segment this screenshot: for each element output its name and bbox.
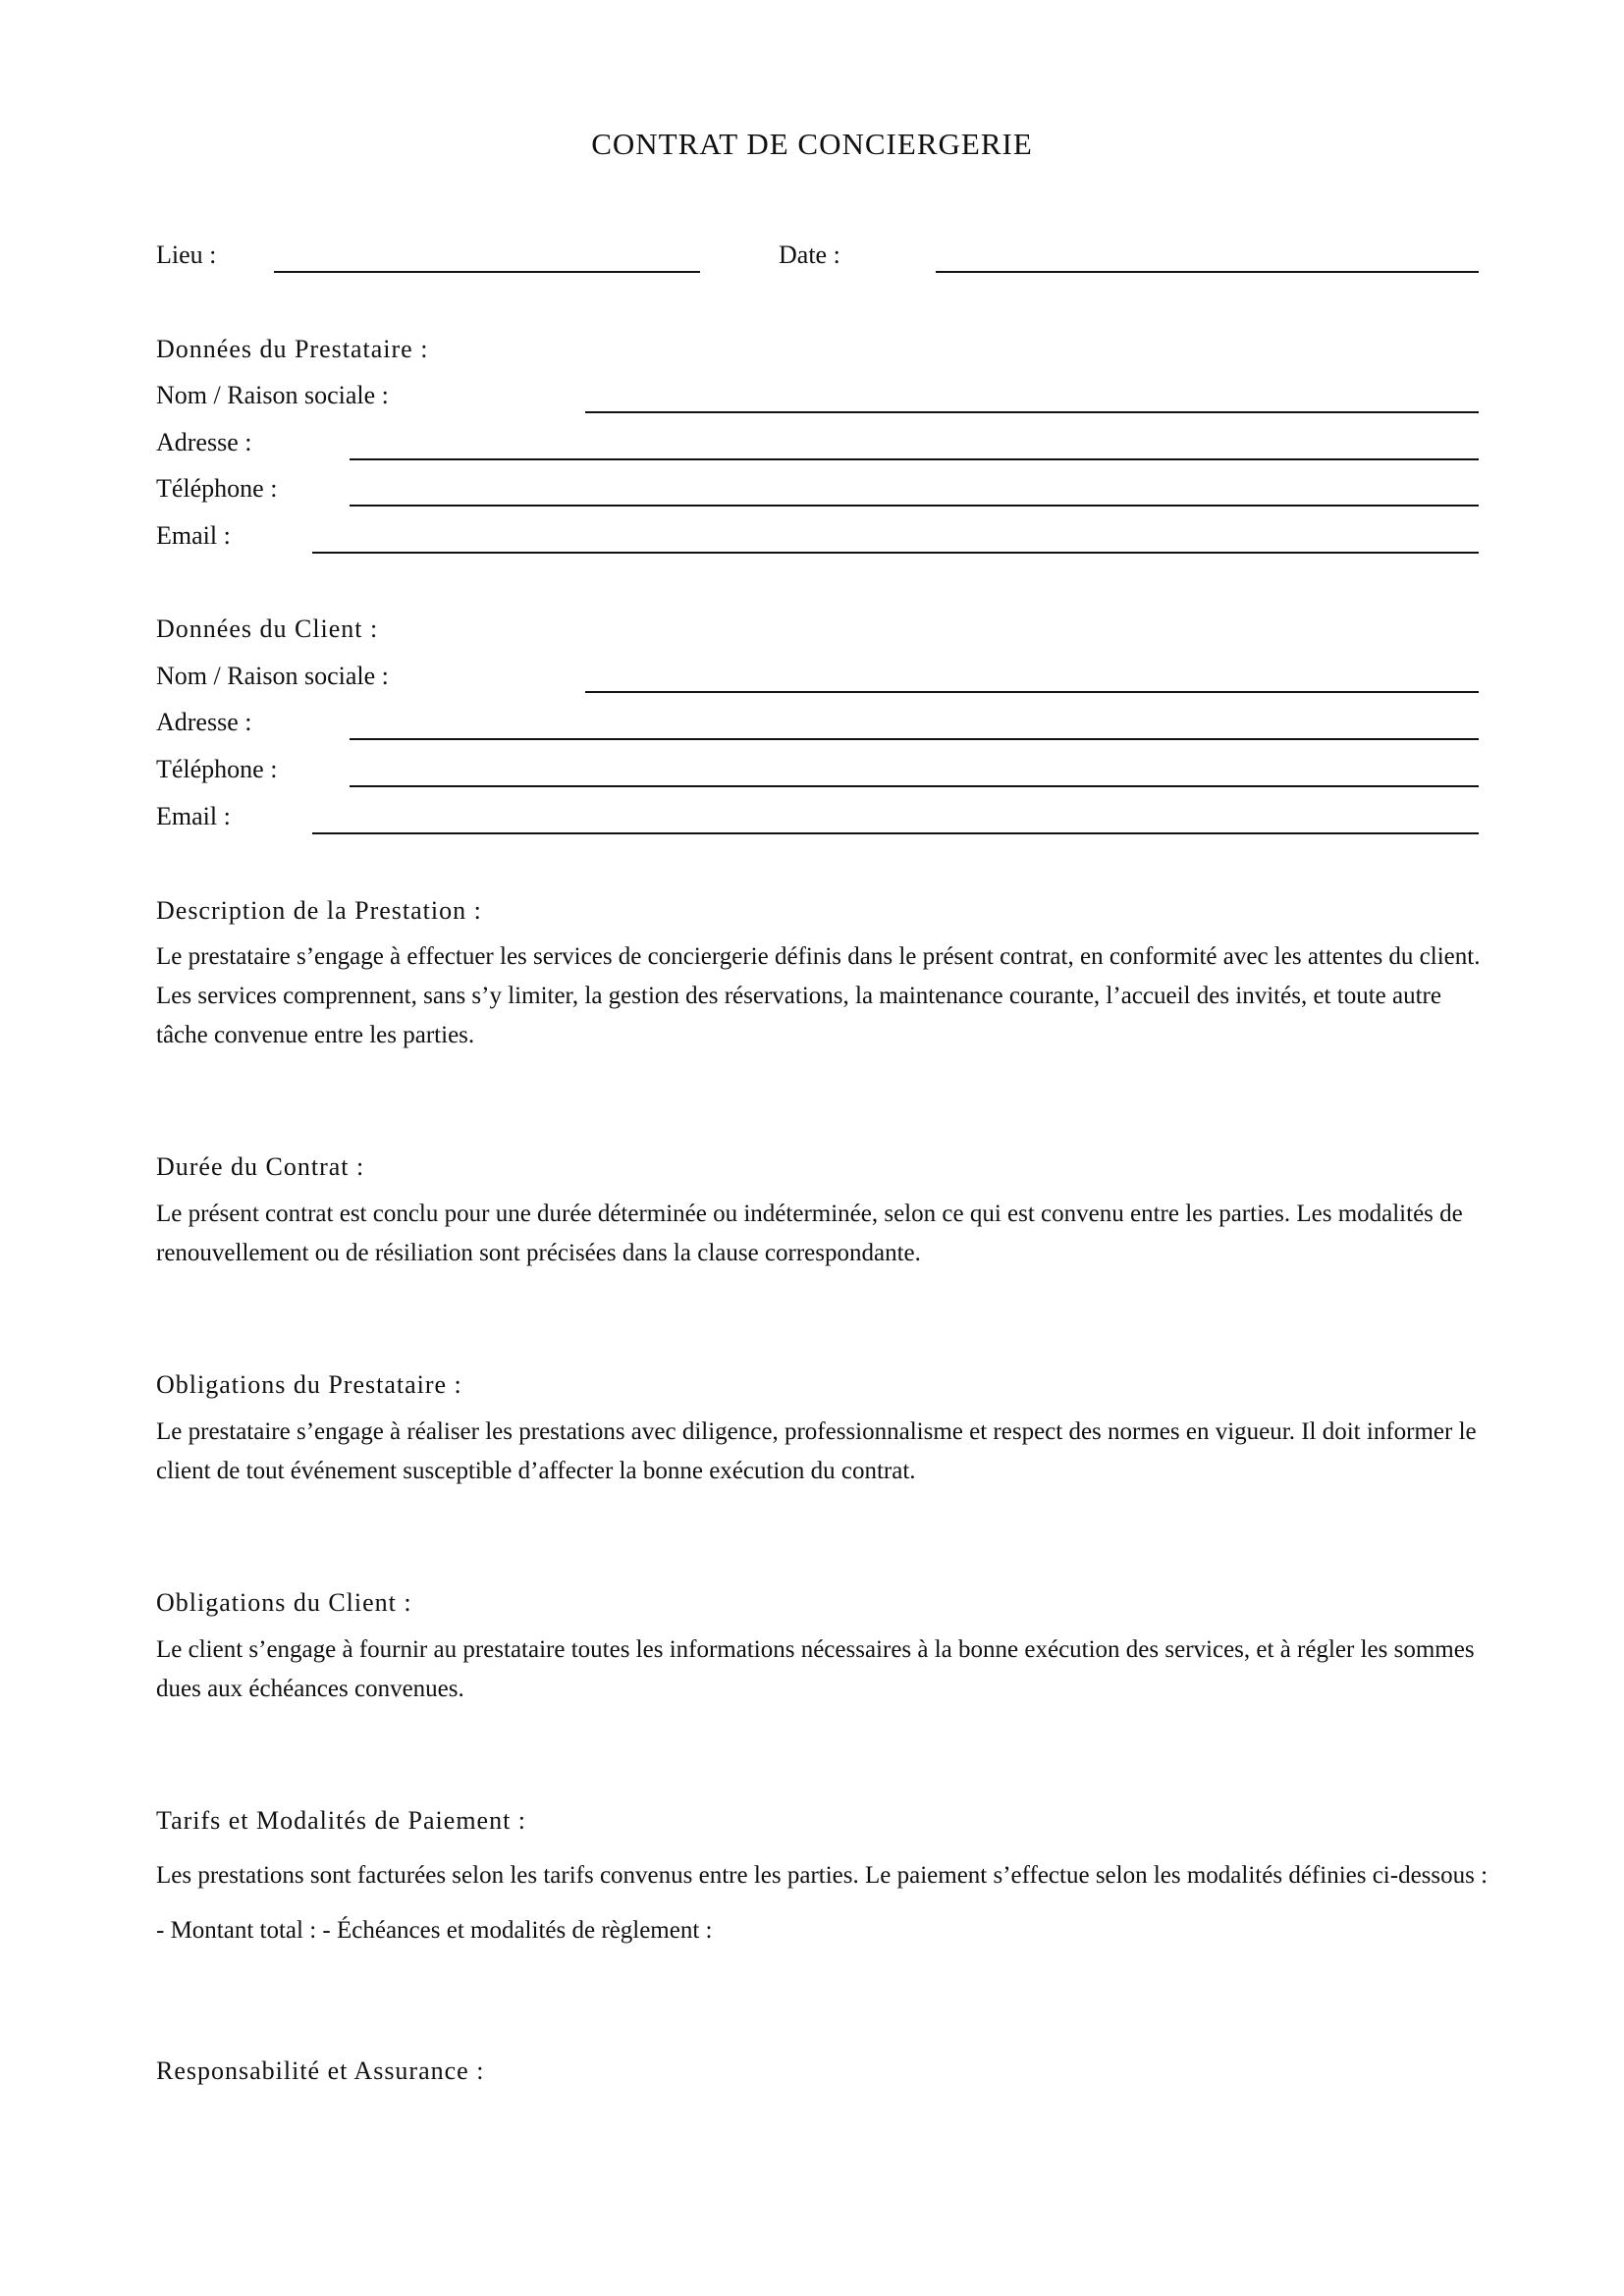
responsabilite-heading: Responsabilité et Assurance : [156, 2056, 485, 2085]
date-field[interactable] [936, 271, 1479, 273]
prestataire-heading: Données du Prestataire : [156, 335, 429, 363]
description-text: Le prestataire s’engage à effectuer les services de conciergerie définis dans le présent contrat, en conformité avec les attentes du client. Les services comprennent, sans s’y limiter, la gestion des réservations, la maintenance courante, l’accueil des invités, et toute autre tâche convenue entre les parties. [156, 943, 1481, 1048]
lieu-label: Lieu : [156, 240, 217, 269]
client-heading: Données du Client : [156, 614, 379, 643]
document-title: CONTRAT DE CONCIERGERIE [591, 127, 1033, 161]
client-adresse-label: Adresse : [156, 708, 252, 736]
prestataire-nom-field[interactable] [585, 411, 1479, 413]
client-email-label: Email : [156, 802, 231, 830]
prestataire-adresse-label: Adresse : [156, 428, 252, 456]
prestataire-telephone-field[interactable] [350, 505, 1479, 507]
obligations-prestataire-text: Le prestataire s’engage à réaliser les prestations avec diligence, professionnalisme et respect des normes en vigueur. Il doit informer le client de tout événement susceptible d’affecter la bonne exécution du contrat. [156, 1418, 1477, 1484]
client-telephone-field[interactable] [350, 785, 1479, 787]
client-email-field[interactable] [312, 832, 1479, 834]
description-heading: Description de la Prestation : [156, 896, 482, 925]
prestataire-email-label: Email : [156, 521, 231, 550]
prestataire-nom-label: Nom / Raison sociale : [156, 381, 389, 409]
date-label: Date : [779, 240, 840, 269]
prestataire-adresse-field[interactable] [350, 458, 1479, 460]
client-nom-field[interactable] [585, 691, 1479, 693]
tarifs-text: Les prestations sont facturées selon les tarifs convenus entre les parties. Le paiement s’effectue selon les modalités définies ci-dessous : - Montant total : - Échéances et modalités de règlement : [156, 1862, 1489, 1944]
duree-text: Le présent contrat est conclu pour une durée déterminée ou indéterminée, selon ce qui est convenu entre les parties. Les modalités de renouvellement ou de résiliation sont précisées dans la clause correspondante. [156, 1201, 1463, 1266]
obligations-prestataire-heading: Obligations du Prestataire : [156, 1370, 462, 1399]
duree-heading: Durée du Contrat : [156, 1152, 365, 1181]
obligations-client-heading: Obligations du Client : [156, 1588, 412, 1617]
client-telephone-label: Téléphone : [156, 755, 278, 783]
prestataire-telephone-label: Téléphone : [156, 474, 278, 503]
lieu-field[interactable] [274, 271, 700, 273]
client-nom-label: Nom / Raison sociale : [156, 662, 389, 690]
obligations-client-text: Le client s’engage à fournir au prestataire toutes les informations nécessaires à la bonne exécution des services, et à régler les sommes dues aux échéances convenues. [156, 1636, 1475, 1702]
prestataire-email-field[interactable] [312, 552, 1479, 554]
tarifs-heading: Tarifs et Modalités de Paiement : [156, 1806, 527, 1835]
client-adresse-field[interactable] [350, 738, 1479, 740]
